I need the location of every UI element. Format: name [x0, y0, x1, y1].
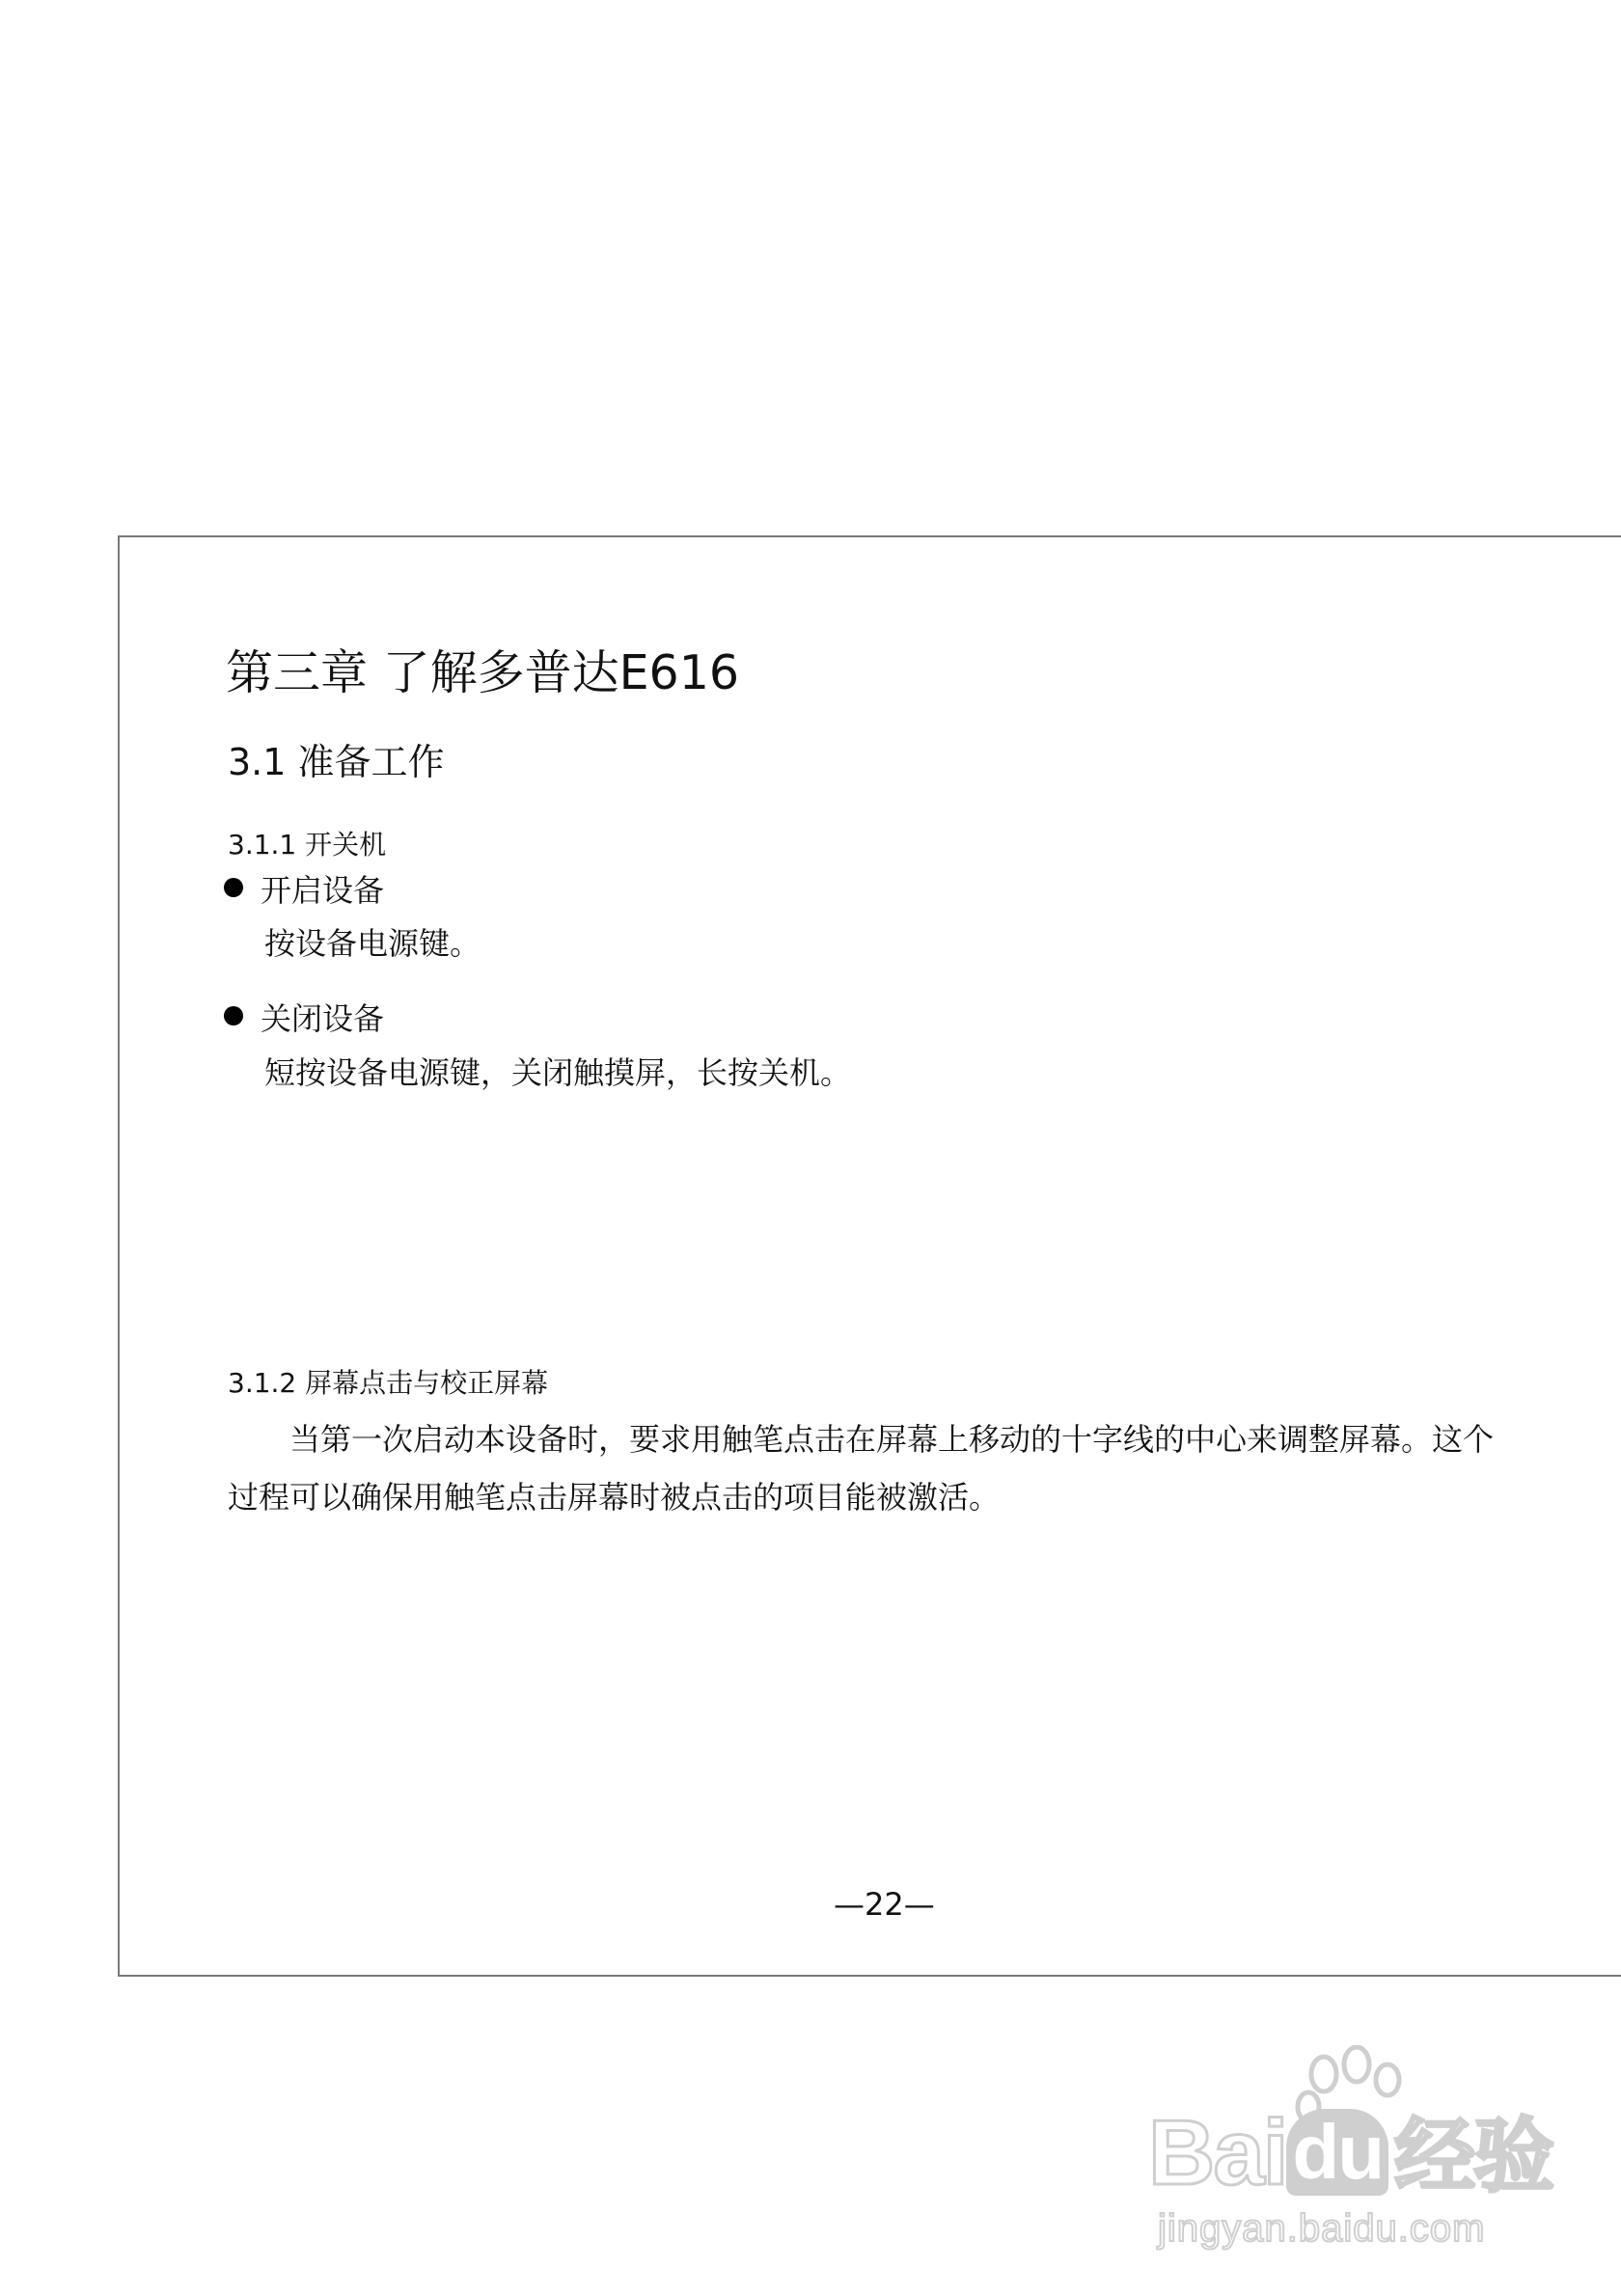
bullet-label: 关闭设备: [261, 1000, 385, 1037]
brand-suffix: 经验: [1394, 2109, 1553, 2203]
watermark-url: jingyan.baidu.com: [1158, 2207, 1486, 2250]
bullet-item-power-off: [224, 997, 384, 1041]
bullet-icon: [224, 1006, 243, 1025]
watermark-brand: [1148, 2101, 1553, 2204]
subsection-title-calibration: 3.1.2 屏幕点击与校正屏幕: [228, 1367, 549, 1399]
bullet-description-power-on: 按设备电源键。: [264, 925, 481, 962]
page-number: —22—: [834, 1886, 935, 1923]
section-title: 3.1 准备工作: [228, 741, 445, 783]
bullet-description-power-off: 短按设备电源键，关闭触摸屏，长按关机。: [264, 1054, 852, 1091]
baidu-jingyan-watermark: [1148, 2045, 1553, 2250]
brand-du-badge: du: [1286, 2109, 1388, 2196]
subsection-title-power: 3.1.1 开关机: [228, 829, 387, 861]
bullet-label: 开启设备: [261, 872, 385, 909]
brand-text: Bai: [1148, 2101, 1287, 2204]
bullet-item-power-on: [224, 868, 384, 913]
chapter-title: 第三章 了解多普达E616: [226, 645, 740, 700]
calibration-paragraph: 当第一次启动本设备时，要求用触笔点击在屏幕上移动的十字线的中心来调整屏幕。这个过程可以确保用触笔点击屏幕时被点击的项目能被激活。: [228, 1421, 1495, 1516]
bullet-icon: [224, 878, 243, 897]
